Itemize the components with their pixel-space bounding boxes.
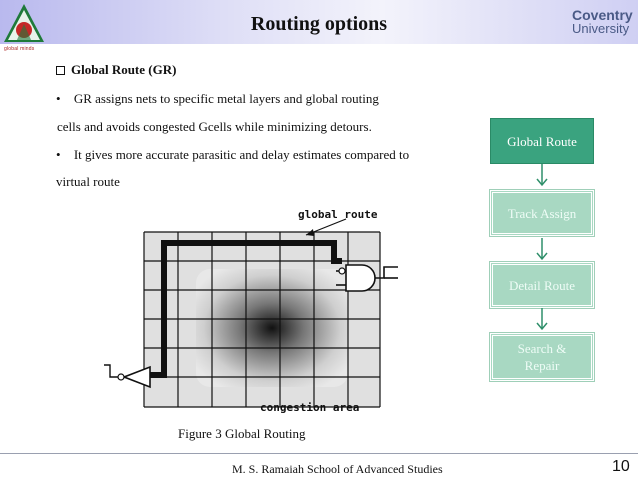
footer-divider bbox=[0, 453, 638, 454]
bullet-1-line-1 bbox=[56, 91, 379, 107]
label-global-route: global route bbox=[298, 208, 378, 221]
institute-logo-icon bbox=[2, 2, 46, 48]
bullet-2-text: It gives more accurate parasitic and delay estimates compared to bbox=[73, 147, 410, 162]
flow-step-search-repair bbox=[490, 333, 594, 381]
page-number: 10 bbox=[612, 458, 630, 475]
label-congestion-area: congestion area bbox=[260, 401, 360, 414]
section-heading bbox=[56, 62, 176, 78]
university-logo bbox=[572, 8, 632, 48]
footer-text: M. S. Ramaiah School of Advanced Studies bbox=[232, 462, 443, 476]
bullet-2-line-2: virtual route bbox=[56, 174, 120, 189]
flow-step-global-route bbox=[490, 118, 594, 164]
bullet-1-line-2: cells and avoids congested Gcells while minimizing detours. bbox=[57, 119, 372, 134]
flow-step-detail-route bbox=[490, 262, 594, 308]
down-arrow-icon bbox=[535, 164, 549, 188]
buffer-gate-icon bbox=[104, 365, 150, 387]
bullet-2-line-1 bbox=[56, 147, 409, 163]
flow-step-track-assign bbox=[490, 190, 594, 236]
logo-line-2: University bbox=[572, 21, 630, 36]
flow-step-label: Track Assign bbox=[507, 205, 577, 221]
header-bar bbox=[0, 0, 638, 44]
bullet-1-text: GR assigns nets to specific metal layers and global routing bbox=[73, 91, 379, 106]
congestion-area bbox=[196, 269, 348, 387]
slide-title: Routing options bbox=[250, 13, 388, 35]
checkbox-bullet-icon bbox=[56, 66, 65, 75]
bullet-dot: • bbox=[56, 147, 61, 162]
logo-caption: global minds bbox=[4, 46, 35, 52]
bullet-dot: • bbox=[56, 91, 61, 106]
and-gate-icon bbox=[336, 265, 398, 291]
down-arrow-icon bbox=[535, 308, 549, 332]
flow-step-label: Search & Repair bbox=[517, 341, 567, 373]
logo-line-1: Coventry bbox=[572, 7, 633, 23]
global-routing-figure bbox=[84, 205, 424, 420]
down-arrow-icon bbox=[535, 238, 549, 262]
flow-step-label: Global Route bbox=[507, 133, 577, 149]
heading-text: Global Route (GR) bbox=[71, 62, 177, 77]
flow-step-label: Detail Route bbox=[508, 277, 576, 293]
figure-caption: Figure 3 Global Routing bbox=[178, 426, 306, 441]
